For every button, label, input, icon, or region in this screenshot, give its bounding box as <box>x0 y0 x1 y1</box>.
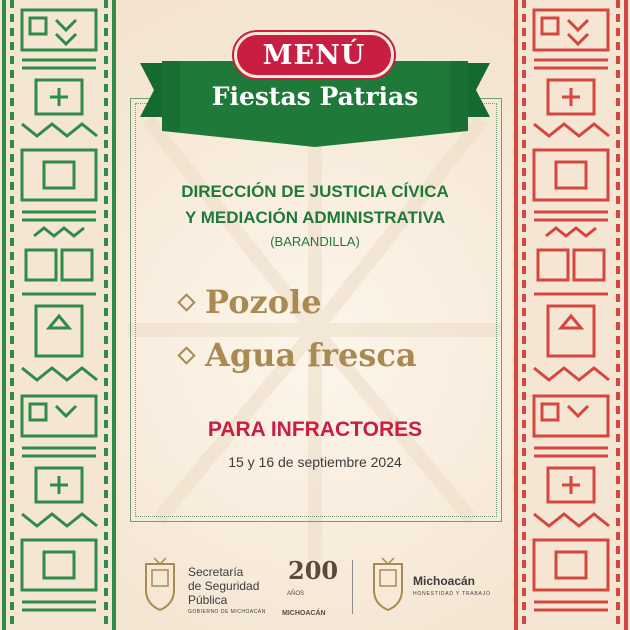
secretaria-subtitle: GOBIERNO DE MICHOACÁN <box>188 609 266 615</box>
menu-item-pozole <box>180 283 322 321</box>
diamond-bullet-icon <box>177 293 195 311</box>
secretaria-line-1: Secretaría <box>188 565 244 579</box>
direction-line-2: Y MEDIACIÓN ADMINISTRATIVA <box>184 208 446 227</box>
audience-heading: PARA INFRACTORES <box>207 418 423 441</box>
michoacan-name: Michoacán <box>413 574 476 588</box>
menu-title-badge <box>234 32 394 78</box>
michoacan-coat-of-arms-icon <box>368 556 408 612</box>
menu-item-agua-fresca <box>180 336 417 374</box>
secretaria-line-2: de Seguridad <box>188 579 260 593</box>
menu-item-label: Pozole <box>205 283 322 321</box>
direction-line-1: DIRECCIÓN DE JUSTICIA CÍVICA <box>181 182 449 201</box>
menu-item-label: Agua fresca <box>205 336 417 374</box>
secretaria-line-3: Pública <box>188 593 228 607</box>
bicentennial-label: AÑOS <box>287 591 305 597</box>
menu-title-text: MENÚ <box>262 39 366 71</box>
coat-of-arms-icon <box>140 556 180 612</box>
left-decorative-stripe <box>0 0 118 630</box>
right-decorative-stripe <box>512 0 630 630</box>
footer-divider <box>352 560 353 614</box>
secretaria-logo-text <box>188 565 259 607</box>
michoacan-slogan: HONESTIDAD Y TRABAJO <box>413 591 491 597</box>
bicentennial-subtitle: MICHOACÁN <box>282 610 326 617</box>
bicentennial-logo-icon: 200 <box>288 556 339 585</box>
diamond-bullet-icon <box>177 346 195 364</box>
banner-title: Fiestas Patrias <box>211 82 419 111</box>
event-dates: 15 y 16 de septiembre 2024 <box>228 454 402 470</box>
direction-line-3: (BARANDILLA) <box>270 234 360 249</box>
